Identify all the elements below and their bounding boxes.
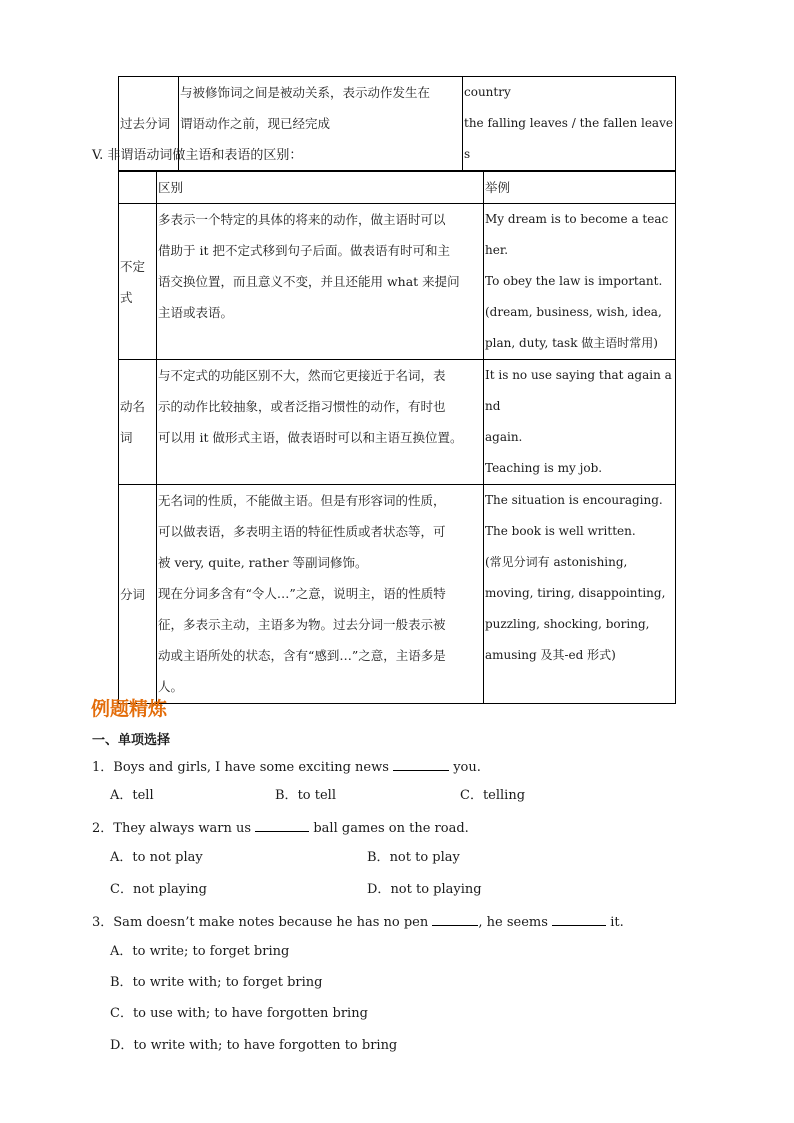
option-a[interactable]: A．to not play bbox=[110, 850, 203, 865]
answer-blank[interactable] bbox=[255, 817, 309, 832]
table-row-infinitive bbox=[119, 204, 676, 360]
type-line: 式 bbox=[120, 289, 133, 305]
example-line: To obey the law is important. bbox=[485, 274, 663, 288]
stem-text: you. bbox=[453, 760, 481, 775]
question-number: 1． bbox=[92, 760, 114, 775]
example-line: (dream, business, wish, idea, bbox=[485, 305, 662, 319]
desc-line: 人。 bbox=[158, 679, 184, 694]
question-1-stem bbox=[92, 756, 481, 778]
type-line: 词 bbox=[120, 430, 133, 445]
answer-blank[interactable] bbox=[393, 756, 449, 771]
example-line: My dream is to become a teacher. bbox=[485, 212, 669, 257]
desc-line: 现在分词多含有“令人…”之意，说明主，语的性质特 bbox=[158, 586, 446, 601]
example-line: The book is well written. bbox=[485, 524, 636, 538]
type-cell bbox=[119, 204, 157, 360]
section-v-heading: V. 非谓语动词做主语和表语的区别： bbox=[92, 148, 303, 163]
question-number: 3． bbox=[92, 915, 114, 930]
description-cell bbox=[157, 204, 484, 360]
stem-text: Sam doesn’t make notes because he has no pen bbox=[113, 915, 429, 930]
desc-line: 借助于 it 把不定式移到句子后面。做表语有时可和主 bbox=[158, 243, 450, 258]
desc-line: 征，多表示主动，主语多为物。过去分词一般表示被 bbox=[158, 617, 446, 632]
stem-text: it. bbox=[610, 915, 624, 930]
example-cell bbox=[484, 485, 676, 704]
answer-blank[interactable] bbox=[432, 911, 478, 926]
header-cell-difference: 区别 bbox=[157, 172, 484, 204]
option-c[interactable]: C．telling bbox=[460, 788, 526, 803]
type-cell: 过去分词 bbox=[119, 77, 179, 171]
description-cell bbox=[157, 485, 484, 704]
desc-line: 与不定式的功能区别不大，然而它更接近于名词，表 bbox=[158, 368, 446, 383]
example-line: puzzling, shocking, boring, bbox=[485, 617, 650, 631]
table-row-gerund bbox=[119, 360, 676, 485]
example-line: The situation is encouraging. bbox=[485, 493, 663, 507]
practice-title: 例题精炼 bbox=[91, 698, 168, 720]
question-3-stem bbox=[92, 911, 624, 933]
desc-line: 主语或表语。 bbox=[158, 305, 234, 320]
desc-line: 与被修饰词之间是被动关系，表示动作发生在 bbox=[180, 85, 431, 100]
type-line: 分词 bbox=[120, 586, 146, 602]
example-line: again. bbox=[485, 430, 523, 444]
table-row-participle bbox=[119, 485, 676, 704]
desc-line: 示的动作比较抽象，或者泛指习惯性的动作，有时也 bbox=[158, 399, 446, 414]
desc-line: 语交换位置，而且意义不变，并且还能用 what 来提问 bbox=[158, 274, 460, 289]
option-b[interactable]: B．to write with; to forget bring bbox=[110, 975, 323, 990]
desc-line: 无名词的性质，不能做主语。但是有形容词的性质， bbox=[158, 493, 446, 508]
practice-subtitle: 一、单项选择 bbox=[92, 733, 171, 748]
option-b[interactable]: B．to tell bbox=[275, 788, 336, 803]
desc-line: 动或主语所处的状态，含有“感到…”之意，主语多是 bbox=[158, 648, 446, 663]
type-cell bbox=[119, 485, 157, 704]
option-d[interactable]: D．not to playing bbox=[367, 882, 482, 897]
example-line: Teaching is my job. bbox=[485, 461, 603, 475]
example-line: the falling leaves / the fallen leaves bbox=[464, 116, 673, 161]
question-2-stem bbox=[92, 817, 469, 839]
stem-text: Boys and girls, I have some exciting news bbox=[113, 760, 389, 775]
description-cell bbox=[157, 360, 484, 485]
header-cell-example: 举例 bbox=[484, 172, 676, 204]
answer-blank[interactable] bbox=[552, 911, 606, 926]
table-header-row bbox=[119, 172, 676, 204]
subject-predicative-table bbox=[118, 171, 676, 704]
type-line: 动名 bbox=[120, 399, 146, 414]
example-cell bbox=[484, 360, 676, 485]
question-number: 2． bbox=[92, 821, 114, 836]
stem-text: They always warn us bbox=[113, 821, 252, 836]
desc-line: 可以用 it 做形式主语，做表语时可以和主语互换位置。 bbox=[158, 430, 463, 445]
type-cell bbox=[119, 360, 157, 485]
type-line: 不定 bbox=[120, 258, 146, 274]
example-line: It is no use saying that again and bbox=[485, 368, 672, 413]
desc-line: 多表示一个特定的具体的将来的动作，做主语时可以 bbox=[158, 212, 446, 227]
stem-text: , he seems bbox=[478, 915, 548, 930]
option-a[interactable]: A．tell bbox=[110, 788, 154, 803]
example-line: (常见分词有 astonishing, bbox=[485, 555, 628, 569]
desc-line: 可以做表语，多表明主语的特征性质或者状态等，可 bbox=[158, 524, 446, 539]
example-cell bbox=[484, 204, 676, 360]
option-c[interactable]: C．not playing bbox=[110, 882, 207, 897]
example-cell bbox=[463, 77, 676, 171]
option-c[interactable]: C．to use with; to have forgotten bring bbox=[110, 1006, 368, 1021]
header-cell-empty bbox=[119, 172, 157, 204]
option-b[interactable]: B．not to play bbox=[367, 850, 460, 865]
desc-line: 谓语动作之前，现已经完成 bbox=[180, 116, 331, 131]
stem-text: ball games on the road. bbox=[313, 821, 469, 836]
option-a[interactable]: A．to write; to forget bring bbox=[110, 944, 290, 959]
example-line: plan, duty, task 做主语时常用) bbox=[485, 336, 658, 350]
option-d[interactable]: D．to write with; to have forgotten to bring bbox=[110, 1038, 398, 1053]
example-line: amusing 及其-ed 形式) bbox=[485, 648, 616, 662]
example-line: moving, tiring, disappointing, bbox=[485, 586, 666, 600]
example-line: country bbox=[464, 85, 511, 99]
desc-line: 被 very, quite, rather 等副词修饰。 bbox=[158, 555, 368, 570]
